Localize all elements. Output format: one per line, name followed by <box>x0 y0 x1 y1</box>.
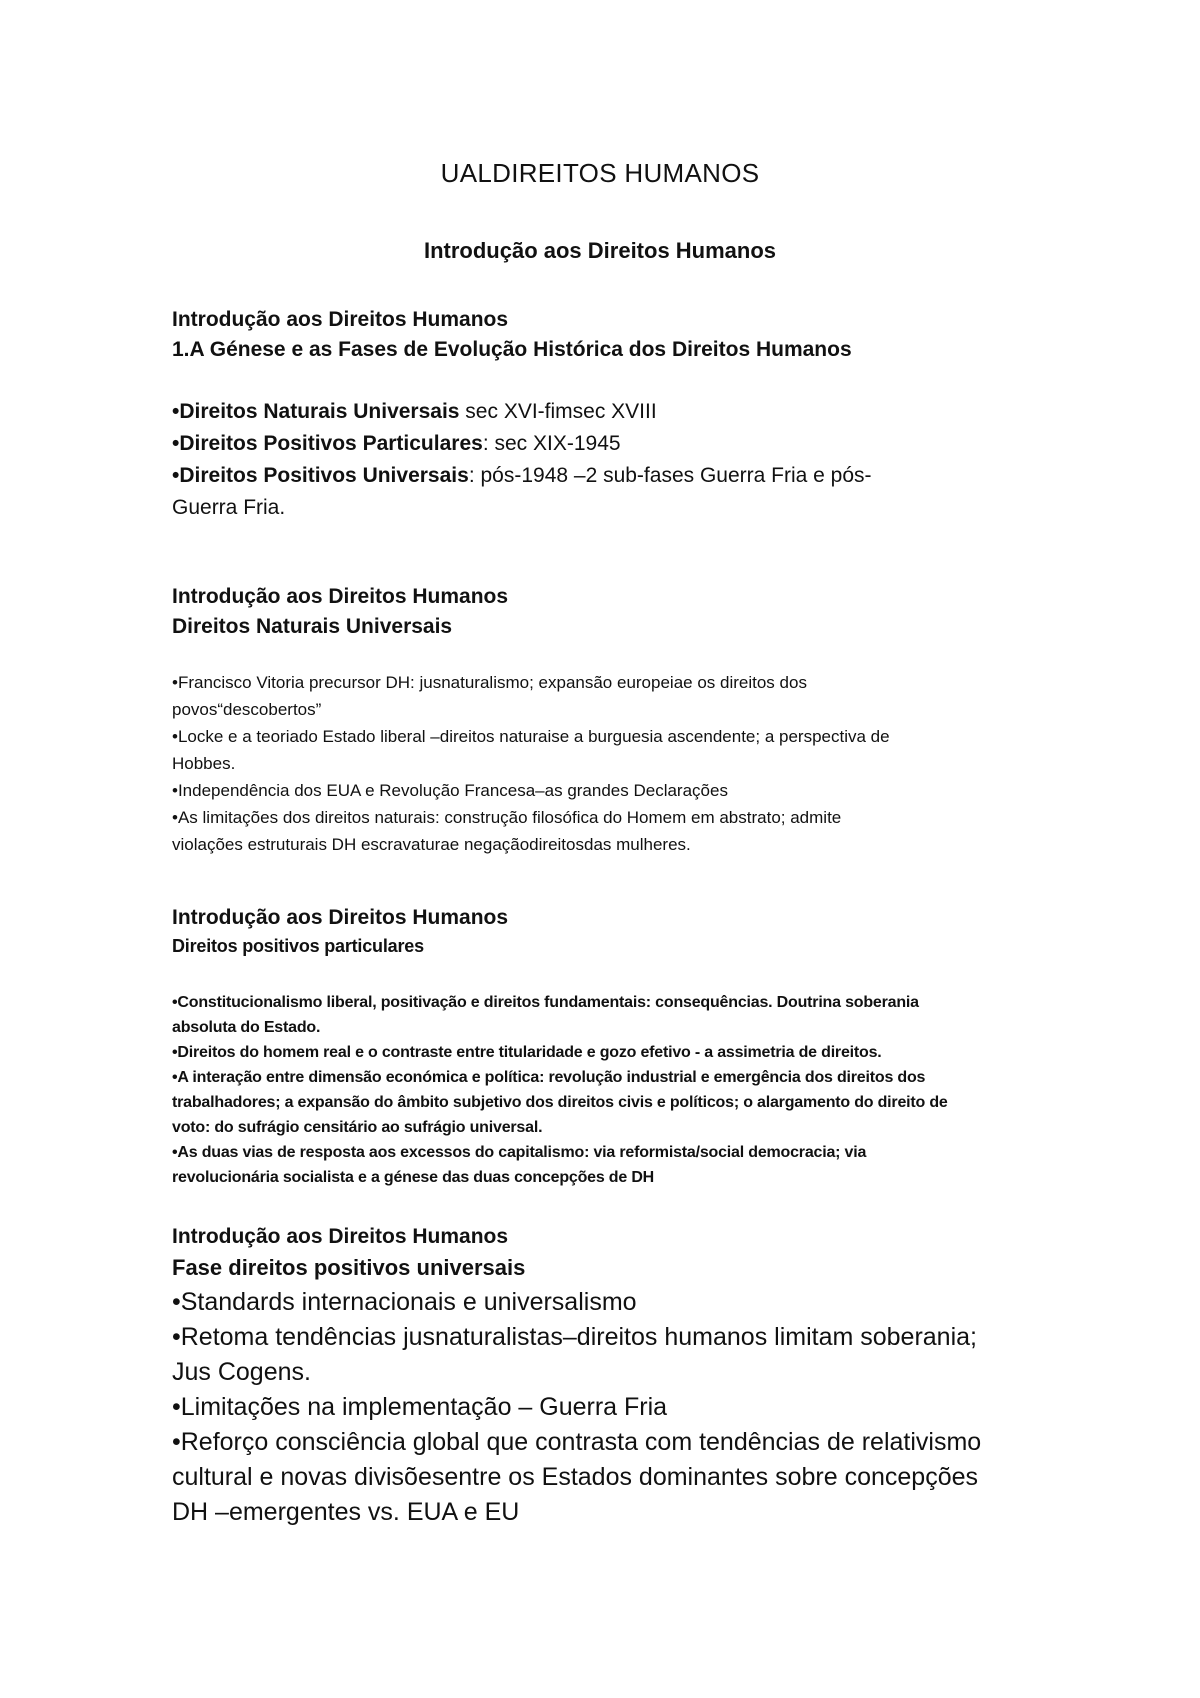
section-heading: Introdução aos Direitos Humanos <box>172 308 509 331</box>
list-item-continuation: Guerra Fria. <box>172 496 286 519</box>
list-line: DH –emergentes vs. EUA e EU <box>172 1498 520 1526</box>
section-heading: Introdução aos Direitos Humanos <box>172 585 509 608</box>
section-genese <box>172 306 1052 524</box>
list-line: •Independência dos EUA e Revolução Francesa–as grandes Declarações <box>172 781 728 800</box>
list-line: •Constitucionalismo liberal, positivação e direitos fundamentais: consequências. Doutrina soberania <box>172 994 919 1011</box>
list-item: •Direitos Naturais Universais sec XVI-fimsec XVIII <box>172 400 657 423</box>
section-heading: Introdução aos Direitos Humanos <box>172 906 509 929</box>
list-line: povos“descobertos” <box>172 700 322 719</box>
list-line: •Retoma tendências jusnaturalistas–direitos humanos limitam soberania; <box>172 1323 977 1351</box>
list-line: Jus Cogens. <box>172 1358 311 1386</box>
list-item: •Direitos Positivos Universais: pós-1948 –2 sub-fases Guerra Fria e pós- <box>172 464 872 487</box>
list-line: violações estruturais DH escravaturae negaçãodireitosdas mulheres. <box>172 835 691 854</box>
list-line: Hobbes. <box>172 754 236 773</box>
section-subheading: Direitos positivos particulares <box>172 936 424 956</box>
list-line: voto: do sufrágio censitário ao sufrágio universal. <box>172 1119 543 1136</box>
list-item: •Direitos Positivos Particulares: sec XIX-1945 <box>172 432 621 455</box>
section-heading: Introdução aos Direitos Humanos <box>172 1225 509 1248</box>
list-line: •Reforço consciência global que contrasta com tendências de relativismo <box>172 1428 982 1456</box>
section-universais <box>172 1223 1052 1530</box>
list-line: •Standards internacionais e universalismo <box>172 1288 637 1316</box>
list-line: •As limitações dos direitos naturais: construção filosófica do Homem em abstrato; admite <box>172 808 842 827</box>
list-line: trabalhadores; a expansão do âmbito subjetivo dos direitos civis e políticos; o alargamento do direito de <box>172 1094 948 1111</box>
list-line: absoluta do Estado. <box>172 1019 321 1036</box>
section-subheading: Fase direitos positivos universais <box>172 1255 526 1280</box>
list-line: •As duas vias de resposta aos excessos do capitalismo: via reformista/social democracia; via <box>172 1144 867 1161</box>
list-line: •Locke e a teoriado Estado liberal –direitos naturaise a burguesia ascendente; a perspectiva de <box>172 727 890 746</box>
list-line: •Direitos do homem real e o contraste entre titularidade e gozo efetivo - a assimetria de direitos. <box>172 1044 882 1061</box>
document-subtitle: Introdução aos Direitos Humanos <box>423 238 777 263</box>
document-title: UALDIREITOS HUMANOS <box>440 158 760 188</box>
list-line: revolucionária socialista e a génese das duas concepções de DH <box>172 1169 655 1186</box>
list-line: •A interação entre dimensão económica e política: revolução industrial e emergência dos direitos dos <box>172 1069 926 1086</box>
list-line: cultural e novas divisõesentre os Estados dominantes sobre concepções <box>172 1463 979 1491</box>
section-particulares <box>172 904 1052 1190</box>
list-line: •Limitações na implementação – Guerra Fria <box>172 1393 668 1421</box>
section-subheading: 1.A Génese e as Fases de Evolução Histórica dos Direitos Humanos <box>172 338 852 361</box>
section-subheading: Direitos Naturais Universais <box>172 615 453 638</box>
section-naturais <box>172 583 1052 858</box>
list-line: •Francisco Vitoria precursor DH: jusnaturalismo; expansão europeiae os direitos dos <box>172 673 807 692</box>
